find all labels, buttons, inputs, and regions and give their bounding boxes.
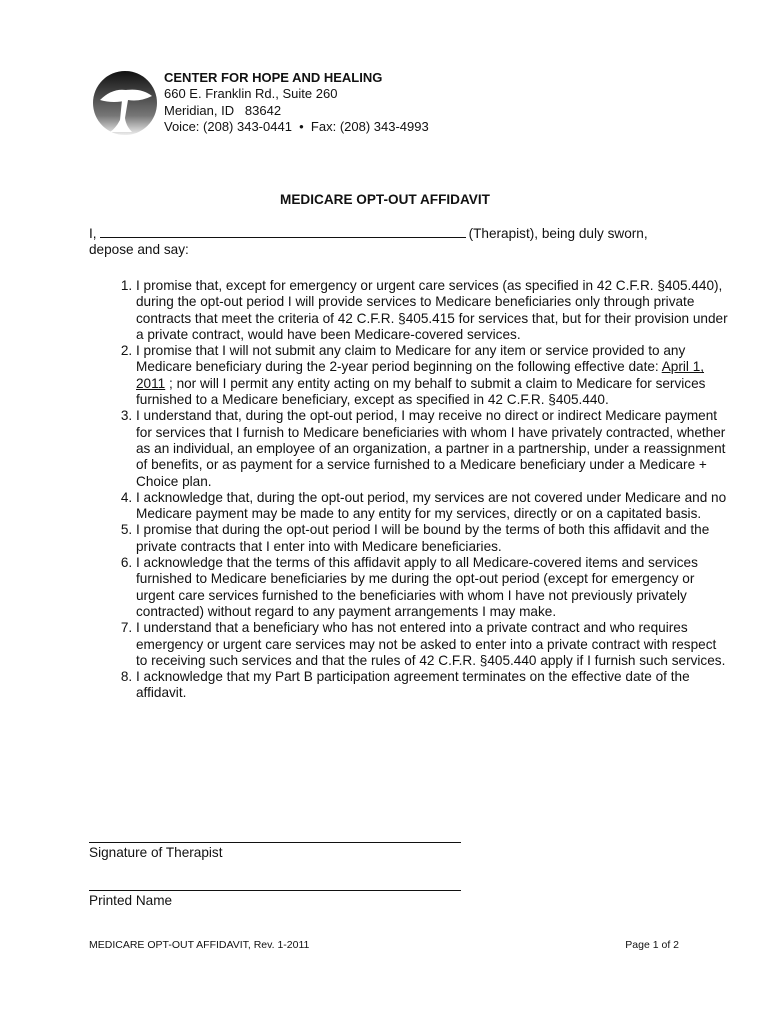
printed-name-label: Printed Name bbox=[89, 893, 173, 908]
item-text: ; nor will I permit any entity acting on my behalf to submit a claim to Medicare for services furnished to a Medicare beneficiary, except as specified in 42 C.F.R. §405.440. bbox=[136, 375, 706, 408]
item-text: I promise that I will not submit any claim to Medicare for any item or service provided to any Medicare beneficiary during the 2-year period beginning on the following effective date: bbox=[136, 343, 686, 375]
list-item: 6. I acknowledge that the terms of this affidavit apply to all Medicare-covered items and services furnished to Medicare beneficiaries by me during the opt-out period (except for emergency or urgent care services furnished to the beneficiaries with whom I have not previously privately contracted) without regard to any payment arrangements I may make. bbox=[136, 555, 728, 620]
list-item: 1. I promise that, except for emergency or urgent care services (as specified in 42 C.F.R. §405.440), during the opt-out period I will provide services to Medicare beneficiaries only through private contracts that meet the criteria of 42 C.F.R. §405.415 for services that, but for their provision under a private contract, would have been Medicare-covered services. bbox=[136, 278, 728, 343]
contact-line: Voice: (208) 343-0441 • Fax: (208) 343-4993 bbox=[164, 118, 429, 134]
letterhead bbox=[164, 70, 429, 135]
footer-left: MEDICARE OPT-OUT AFFIDAVIT, Rev. 1-2011 bbox=[89, 939, 310, 951]
intro-prefix: I, bbox=[89, 226, 97, 241]
list-item: 7. I understand that a beneficiary who has not entered into a private contract and who requires emergency or urgent care services may not be asked to enter into a private contract with respect to receiving such services and that the rules of 42 C.F.R. §405.440 apply if I furnish such services. bbox=[136, 620, 728, 669]
tree-logo-icon bbox=[92, 70, 158, 136]
list-item: 4. I acknowledge that, during the opt-out period, my services are not covered under Medicare and no Medicare payment may be made to any entity for my services, directly or on a capitated basis. bbox=[136, 490, 728, 523]
list-item bbox=[136, 343, 728, 408]
page-number: Page 1 of 2 bbox=[625, 939, 679, 951]
affidavit-list bbox=[89, 278, 728, 702]
org-name: CENTER FOR HOPE AND HEALING bbox=[164, 70, 383, 85]
list-item: 3. I understand that, during the opt-out period, I may receive no direct or indirect Medicare payment for services that I furnish to Medicare beneficiaries with whom I have privately contracted, whether as an individual, an employee of an organization, a partner in a partnership, under a reassignment of benefits, or as payment for a service furnished to a Medicare beneficiary under a Medicare + Choice plan. bbox=[136, 408, 728, 489]
address-line-1: 660 E. Franklin Rd., Suite 260 bbox=[164, 86, 338, 102]
document-title: MEDICARE OPT-OUT AFFIDAVIT bbox=[280, 192, 490, 207]
signature-label: Signature of Therapist bbox=[89, 845, 223, 860]
printed-name-field[interactable] bbox=[89, 890, 461, 891]
effective-date-field[interactable]: April 1, 2011 bbox=[136, 359, 705, 391]
list-item: 8. I acknowledge that my Part B participation agreement terminates on the effective date of the affidavit. bbox=[136, 669, 728, 702]
address-line-2: Meridian, ID 83642 bbox=[164, 102, 282, 118]
intro-paragraph bbox=[89, 225, 679, 259]
therapist-name-field[interactable] bbox=[100, 225, 466, 238]
signature-field[interactable] bbox=[89, 842, 461, 843]
intro-suffix: (Therapist), being duly sworn, depose and say: bbox=[89, 226, 648, 258]
list-item: 5. I promise that during the opt-out period I will be bound by the terms of both this affidavit and the private contracts that I enter into with Medicare beneficiaries. bbox=[136, 522, 728, 555]
